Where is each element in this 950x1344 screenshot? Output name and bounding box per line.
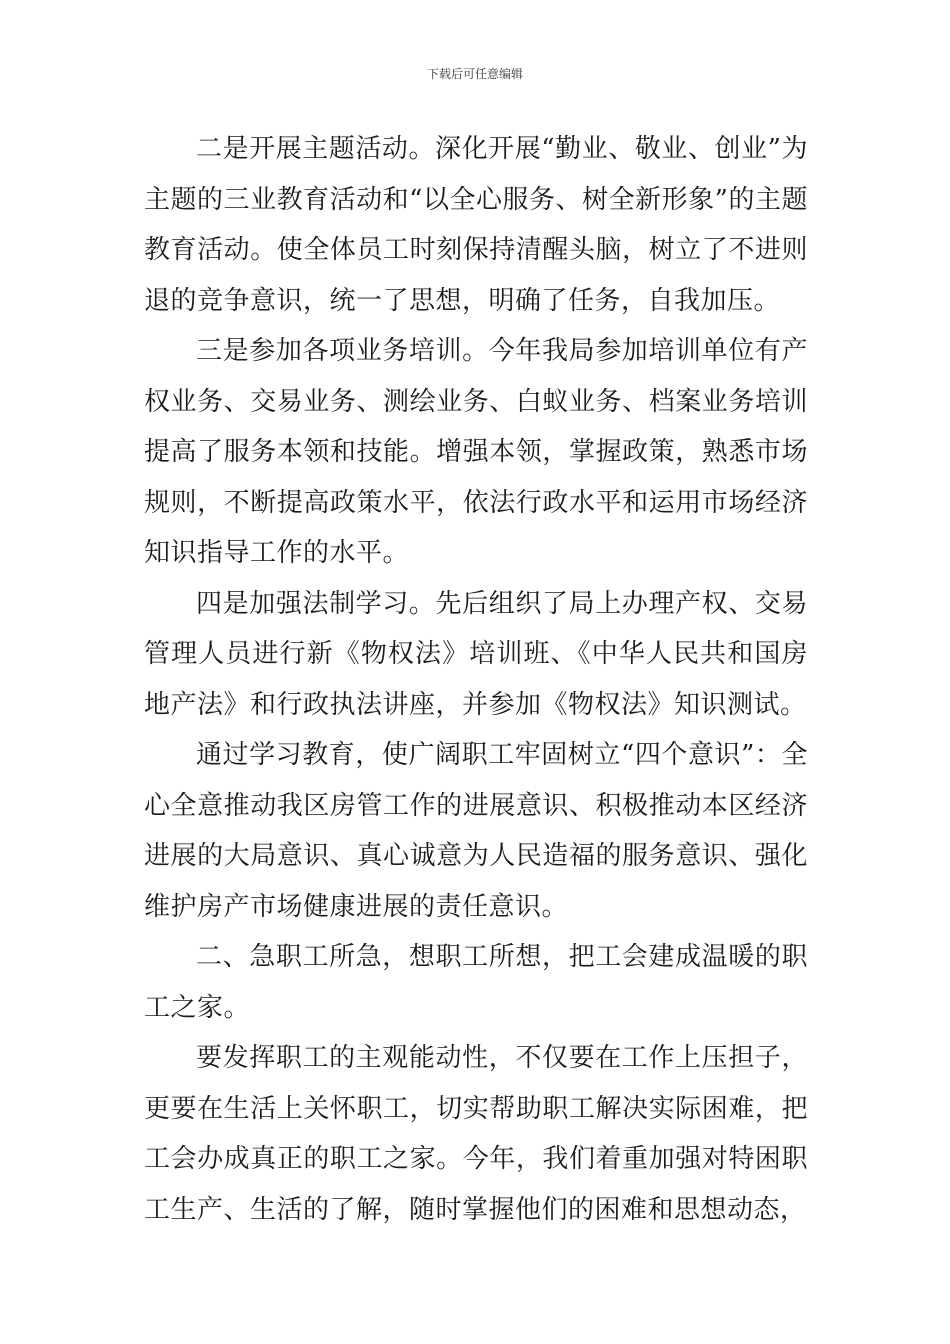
paragraph-business-training: 三是参加各项业务培训。今年我局参加培训单位有产权业务、交易业务、测绘业务、白蚁业务、档案业务培训提高了服务本领和技能。增强本领，掌握政策，熟悉市场规则，不断提高政策水平，依法行政水平和运用市场经济知识指导工作的水平。 bbox=[144, 336, 808, 568]
paragraph-theme-activities: 二是开展主题活动。深化开展“勤业、敬业、创业”为主题的三业教育活动和“以全心服务、树全新形象”的主题教育活动。使全体员工时刻保持清醒头脑，树立了不进则退的竞争意识，统一了思想，明确了任务，自我加压。 bbox=[144, 134, 808, 316]
paragraph-worker-care: 要发挥职工的主观能动性，不仅要在工作上压担子，更要在生活上关怀职工，切实帮助职工解决实际困难，把工会办成真正的职工之家。今年，我们着重加强对特困职工生产、生活的了解，随时掌握他们的困难和思想动态， bbox=[144, 1043, 808, 1225]
paragraph-four-awareness: 通过学习教育，使广阔职工牢固树立“四个意识”：全心全意推动我区房管工作的进展意识、积极推动本区经济进展的大局意识、真心诚意为人民造福的服务意识、强化维护房产市场健康进展的责任意识。 bbox=[144, 740, 808, 922]
paragraph-section-heading: 二、急职工所急，想职工所想，把工会建成温暖的职工之家。 bbox=[144, 942, 808, 1023]
page-header: 下载后可任意编辑 bbox=[426, 67, 523, 81]
paragraph-legal-study: 四是加强法制学习。先后组织了局上办理产权、交易管理人员进行新《物权法》培训班、《中华人民共和国房地产法》和行政执法讲座，并参加《物权法》知识测试。 bbox=[144, 588, 808, 720]
document-body bbox=[144, 124, 808, 1235]
